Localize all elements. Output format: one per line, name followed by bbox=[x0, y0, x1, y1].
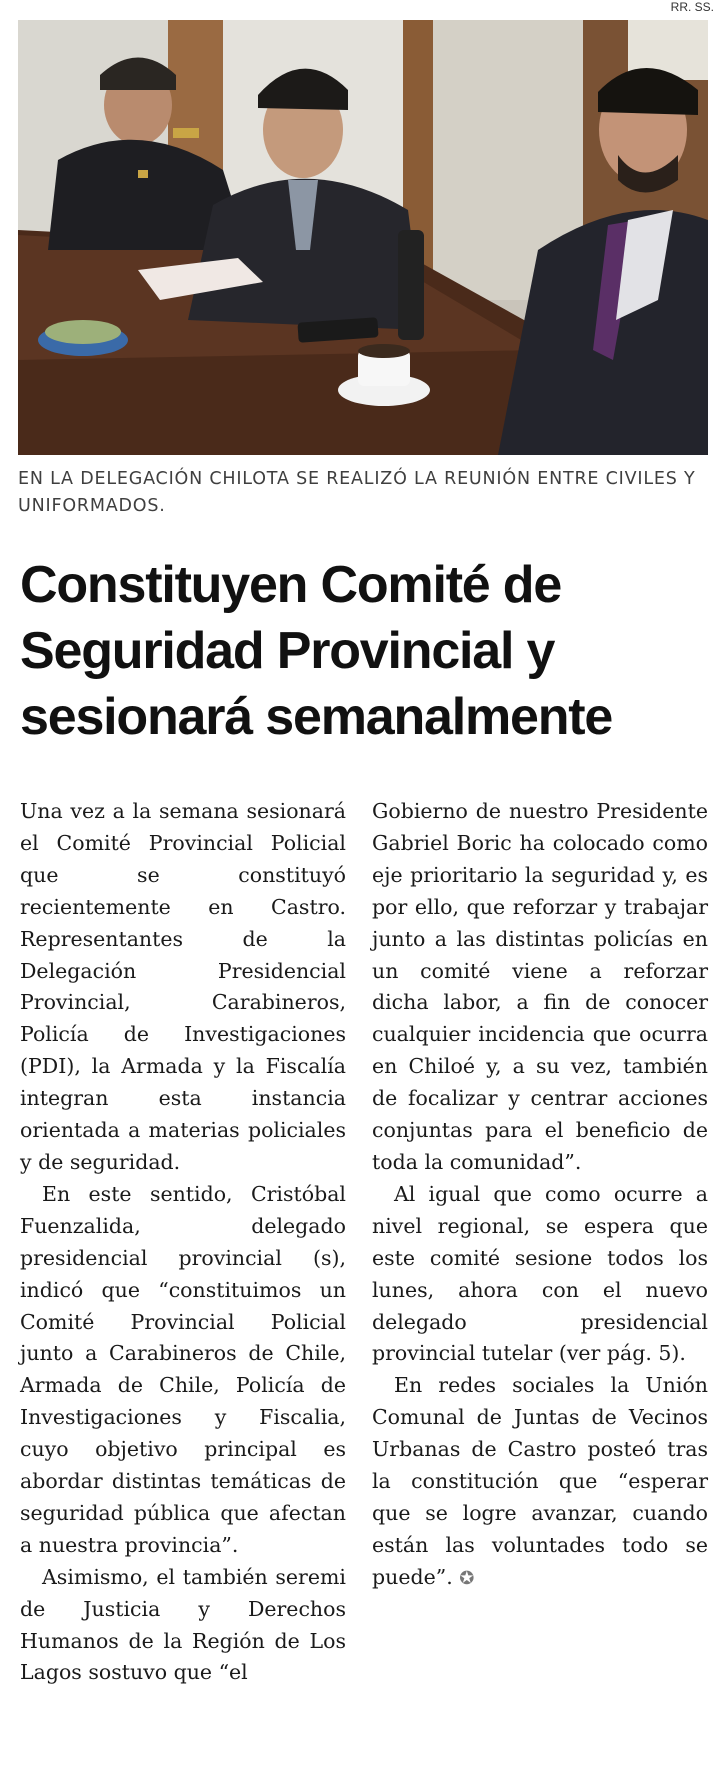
photo-credit: RR. SS. bbox=[670, 0, 714, 14]
end-mark-icon: ✪ bbox=[459, 1567, 475, 1589]
article-column-1 bbox=[20, 796, 346, 1689]
paragraph-1: Una vez a la semana sesionará el Comité Provincial Policial que se constituyó recientemente en Castro. Representantes de la Delegación Presidencial Provincial, Carabineros, Policía de Investigaciones (PDI), la Armada y la Fiscalía integran esta instancia orientada a materias policiales y de seguridad. bbox=[20, 799, 346, 1174]
paragraph-4: Gobierno de nuestro Presidente Gabriel Boric ha colocado como eje prioritario la seguridad y, es por ello, que reforzar y trabajar junto a las distintas policías en un comité viene a reforzar dicha labor, a fin de conocer cualquier incidencia que ocurra en Chiloé y, a su vez, también de focalizar y centrar acciones conjuntas para el beneficio de toda la comunidad”. bbox=[372, 799, 708, 1174]
paragraph-6 bbox=[372, 1370, 708, 1594]
paragraph-2: En este sentido, Cristóbal Fuenzalida, delegado presidencial provincial (s), indicó que “constituimos un Comité Provincial Policial junto a Carabineros de Chile, Armada de Chile, Policía de Investigaciones y Fiscalia, cuyo objetivo principal es abordar distintas temáticas de seguridad pública que afectan a nuestra provincia”. bbox=[20, 1181, 346, 1557]
paragraph-5: Al igual que como ocurre a nivel regional, se espera que este comité sesione todos los lunes, ahora con el nuevo delegado presidencial provincial tutelar (ver pág. 5). bbox=[372, 1181, 708, 1366]
paragraph-3: Asimismo, el también seremi de Justicia y Derechos Humanos de la Región de Los Lagos sostuvo que “el bbox=[20, 1564, 346, 1685]
paragraph-6-text: En redes sociales la Unión Comunal de Juntas de Vecinos Urbanas de Castro posteó tras la constitución que “esperar que se logre avanzar, cuando están las voluntades todo se puede”. bbox=[372, 1373, 708, 1589]
photo-caption: EN LA DELEGACIÓN CHILOTA SE REALIZÓ LA REUNIÓN ENTRE CIVILES Y UNIFORMADOS. bbox=[18, 469, 696, 516]
article-column-2 bbox=[372, 796, 708, 1595]
article-headline: Constituyen Comité de Seguridad Provincial y sesionará semanalmente bbox=[20, 556, 613, 746]
meeting-photo-illustration bbox=[18, 20, 708, 455]
news-photo bbox=[18, 20, 708, 455]
